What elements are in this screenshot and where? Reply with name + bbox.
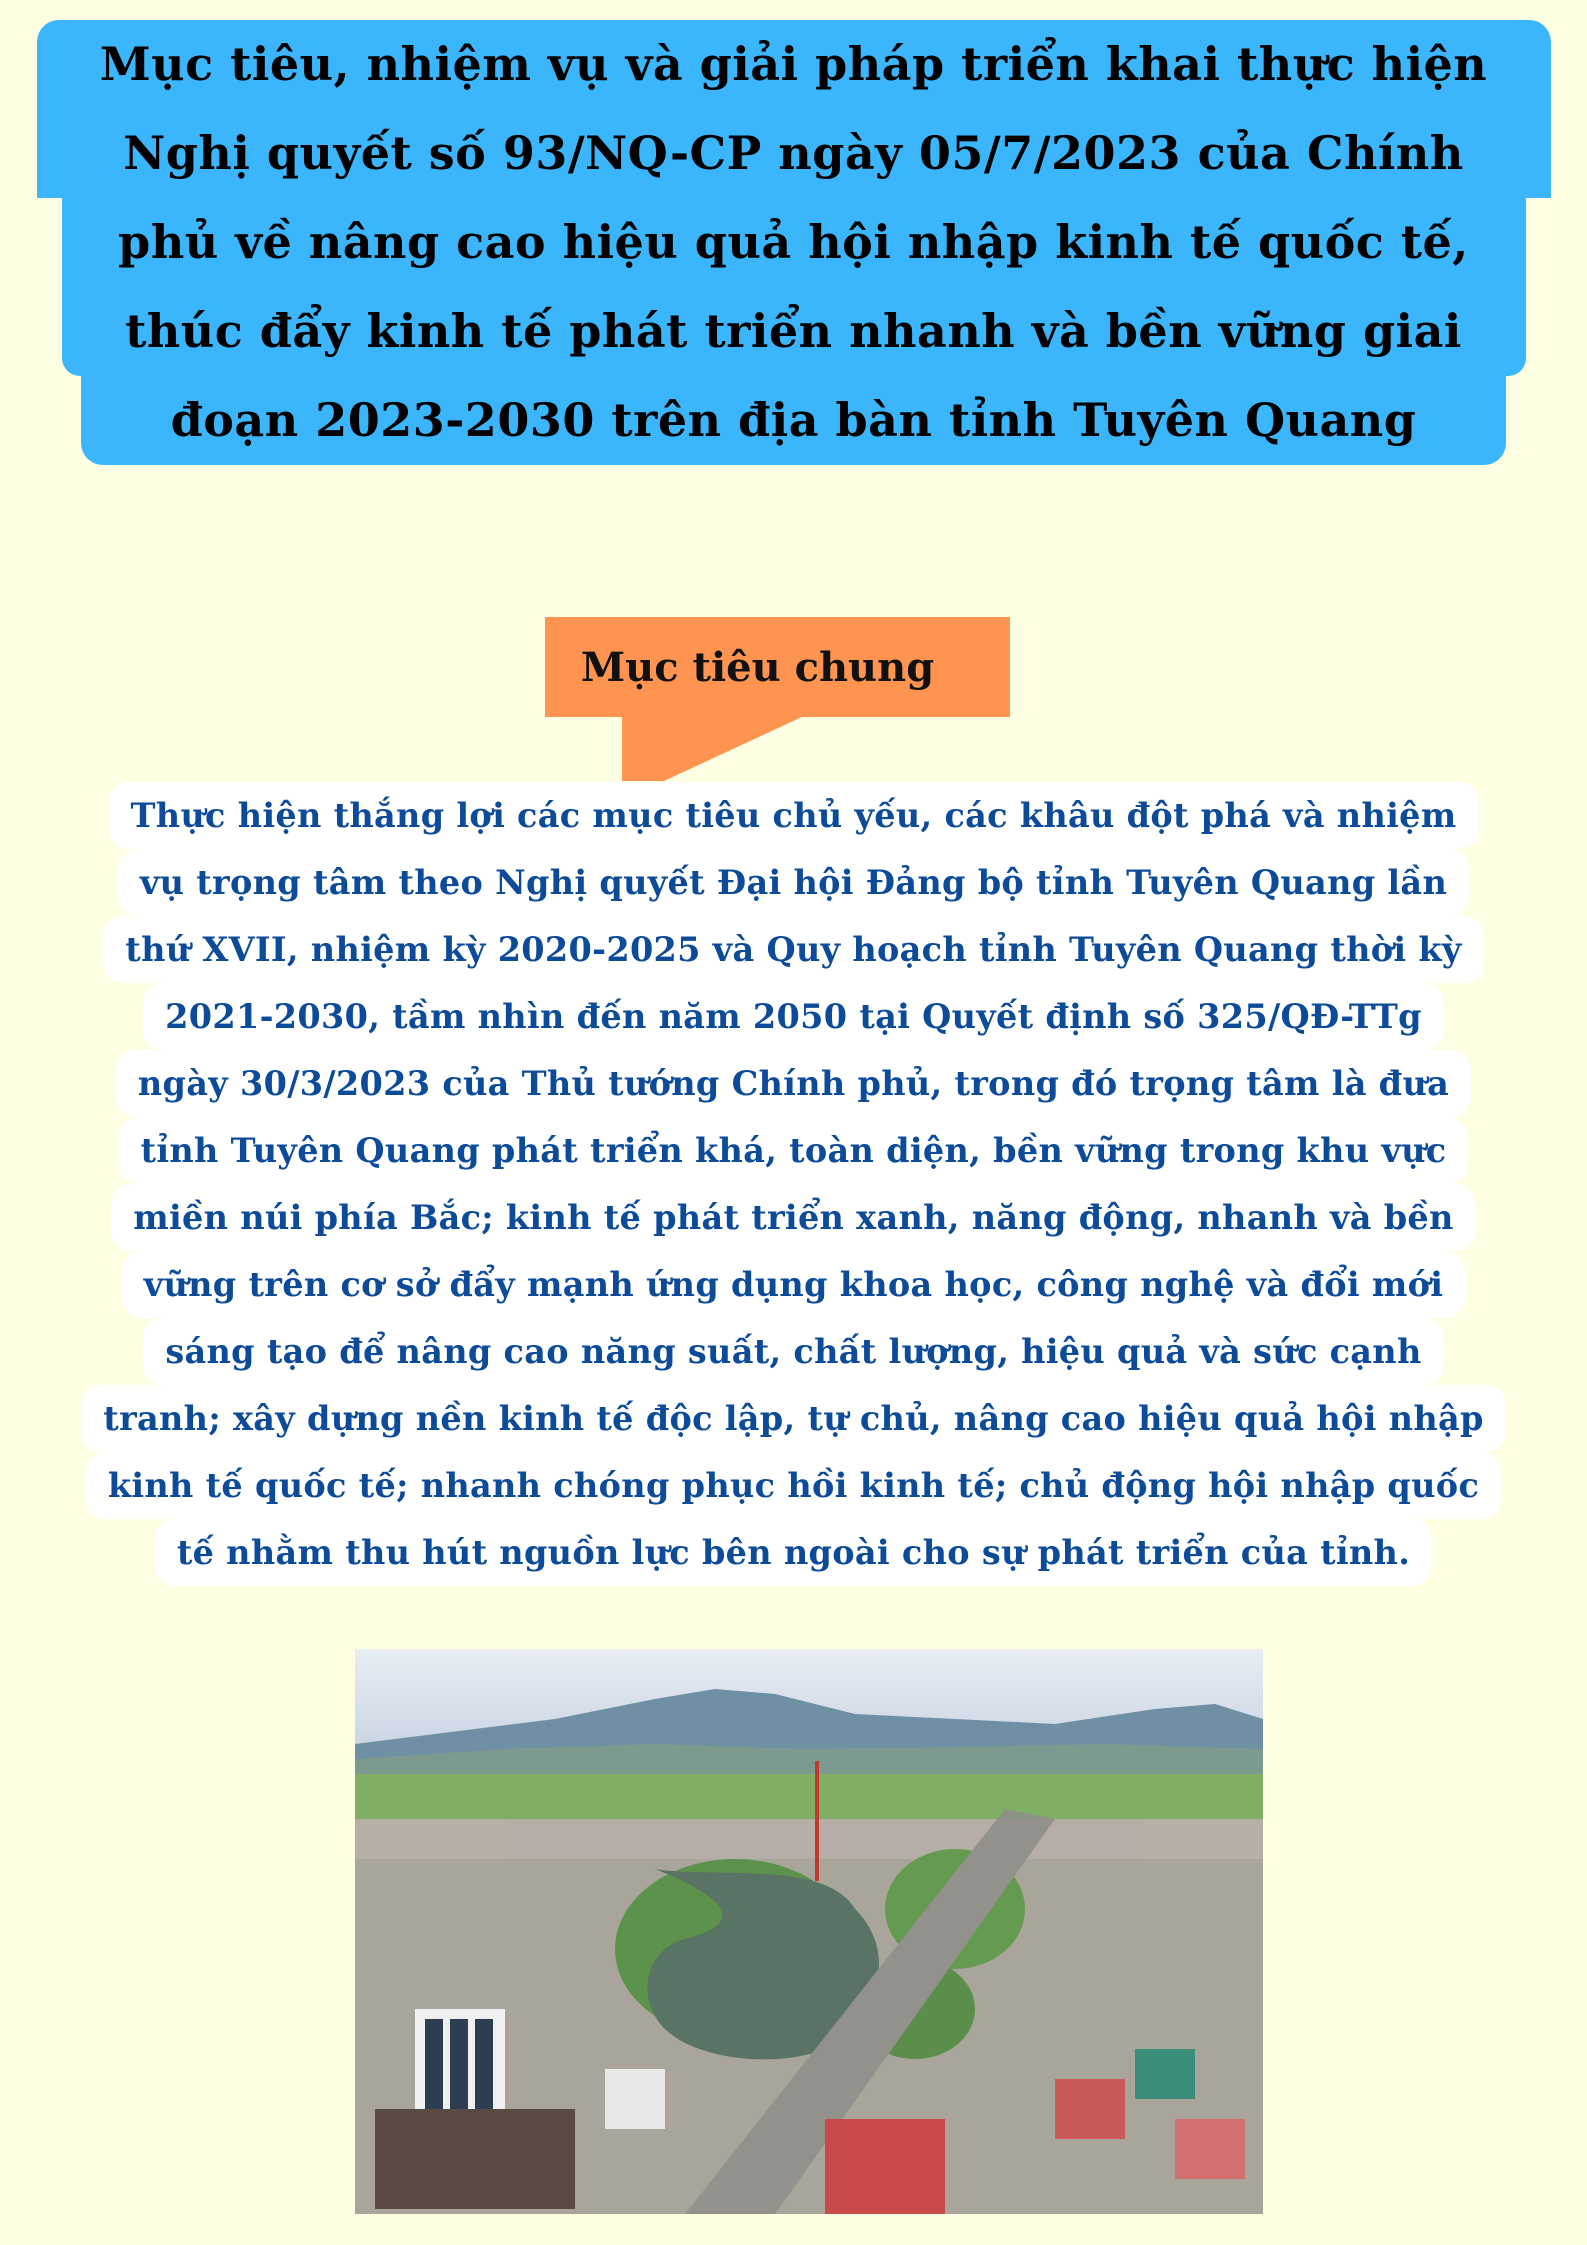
title-line: Nghị quyết số 93/NQ-CP ngày 05/7/2023 của Chính <box>37 109 1551 198</box>
title-block <box>0 20 1587 465</box>
body-line: ngày 30/3/2023 của Thủ tướng Chính phủ, trong đó trọng tâm là đưa <box>116 1050 1471 1117</box>
title-line: đoạn 2023-2030 trên địa bàn tỉnh Tuyên Quang <box>81 376 1506 465</box>
body-line: 2021-2030, tầm nhìn đến năm 2050 tại Quyết định số 325/QĐ-TTg <box>143 983 1444 1050</box>
body-line: tỉnh Tuyên Quang phát triển khá, toàn diện, bền vững trong khu vực <box>119 1117 1469 1184</box>
title-line: thúc đẩy kinh tế phát triển nhanh và bền vững giai <box>62 287 1526 376</box>
callout-tail-point <box>664 716 804 781</box>
city-photo-illustration <box>355 1649 1263 2214</box>
title-line: phủ về nâng cao hiệu quả hội nhập kinh tế quốc tế, <box>62 198 1526 287</box>
body-line: vững trên cơ sở đẩy mạnh ứng dụng khoa học, công nghệ và đổi mới <box>122 1251 1466 1318</box>
body-line: miền núi phía Bắc; kinh tế phát triển xanh, năng động, nhanh và bền <box>111 1184 1475 1251</box>
body-line: kinh tế quốc tế; nhanh chóng phục hồi kinh tế; chủ động hội nhập quốc <box>86 1452 1501 1519</box>
body-line: Thực hiện thắng lợi các mục tiêu chủ yếu, các khâu đột phá và nhiệm <box>109 782 1479 849</box>
title-line: Mục tiêu, nhiệm vụ và giải pháp triển khai thực hiện <box>37 20 1551 109</box>
section-heading: Mục tiêu chung <box>580 643 935 691</box>
body-text-block <box>0 782 1587 1586</box>
callout-tail <box>622 716 664 781</box>
body-line: thứ XVII, nhiệm kỳ 2020-2025 và Quy hoạch tỉnh Tuyên Quang thời kỳ <box>103 916 1483 983</box>
body-line: tế nhằm thu hút nguồn lực bên ngoài cho sự phát triển của tỉnh. <box>155 1519 1432 1586</box>
city-aerial-photo <box>355 1649 1263 2214</box>
body-line: sáng tạo để nâng cao năng suất, chất lượng, hiệu quả và sức cạnh <box>143 1318 1443 1385</box>
body-line: tranh; xây dựng nền kinh tế độc lập, tự chủ, nâng cao hiệu quả hội nhập <box>81 1385 1505 1452</box>
body-line: vụ trọng tâm theo Nghị quyết Đại hội Đảng bộ tỉnh Tuyên Quang lần <box>118 849 1469 916</box>
